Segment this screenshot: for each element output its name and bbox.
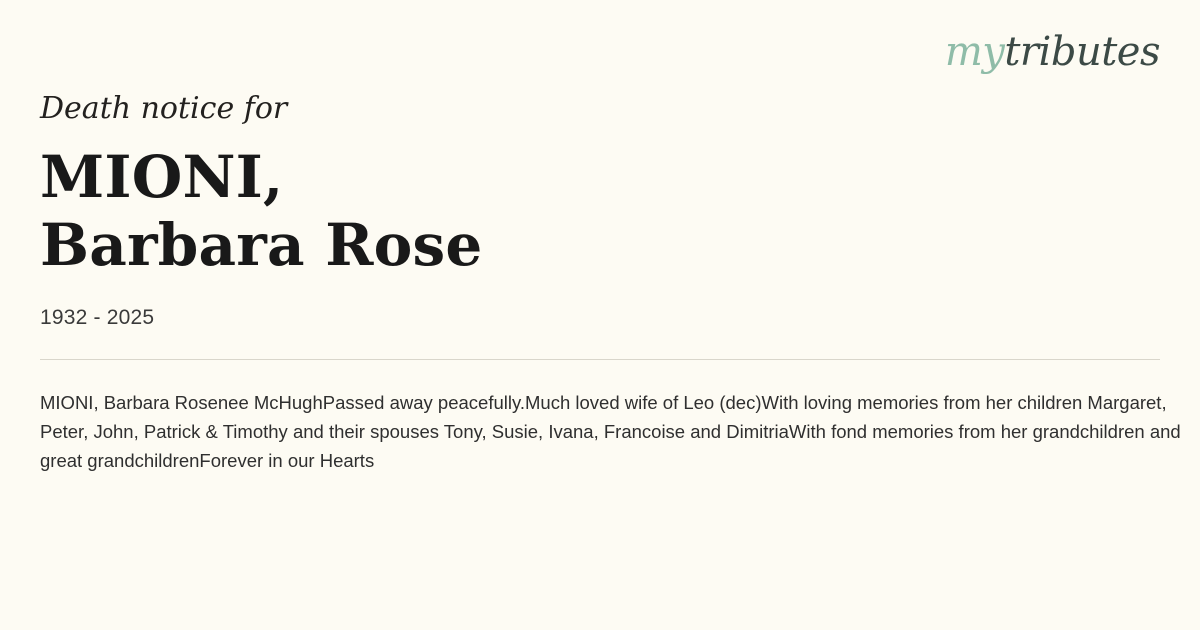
- notice-header: [40, 0, 1200, 330]
- page-title: [40, 143, 1200, 280]
- surname-line: MIONI,: [40, 143, 284, 211]
- notice-body-text: MIONI, Barbara Rosenee McHughPassed away peacefully.Much loved wife of Leo (dec)With loving memories from her children Margaret, Peter, John, Patrick & Timothy and their spouses Tony, Susie, Ivana, Francoise and DimitriaWith fond memories from her grandchildren and great grandchildrenForever in our Hearts: [40, 392, 1181, 471]
- header-divider: [40, 359, 1160, 360]
- life-dates: 1932 - 2025: [40, 305, 155, 329]
- notice-eyebrow: Death notice for: [40, 91, 288, 126]
- logo-text-my: my: [944, 29, 1005, 75]
- logo-text-tributes: tributes: [1004, 29, 1160, 75]
- given-name-line: Barbara Rose: [40, 211, 483, 280]
